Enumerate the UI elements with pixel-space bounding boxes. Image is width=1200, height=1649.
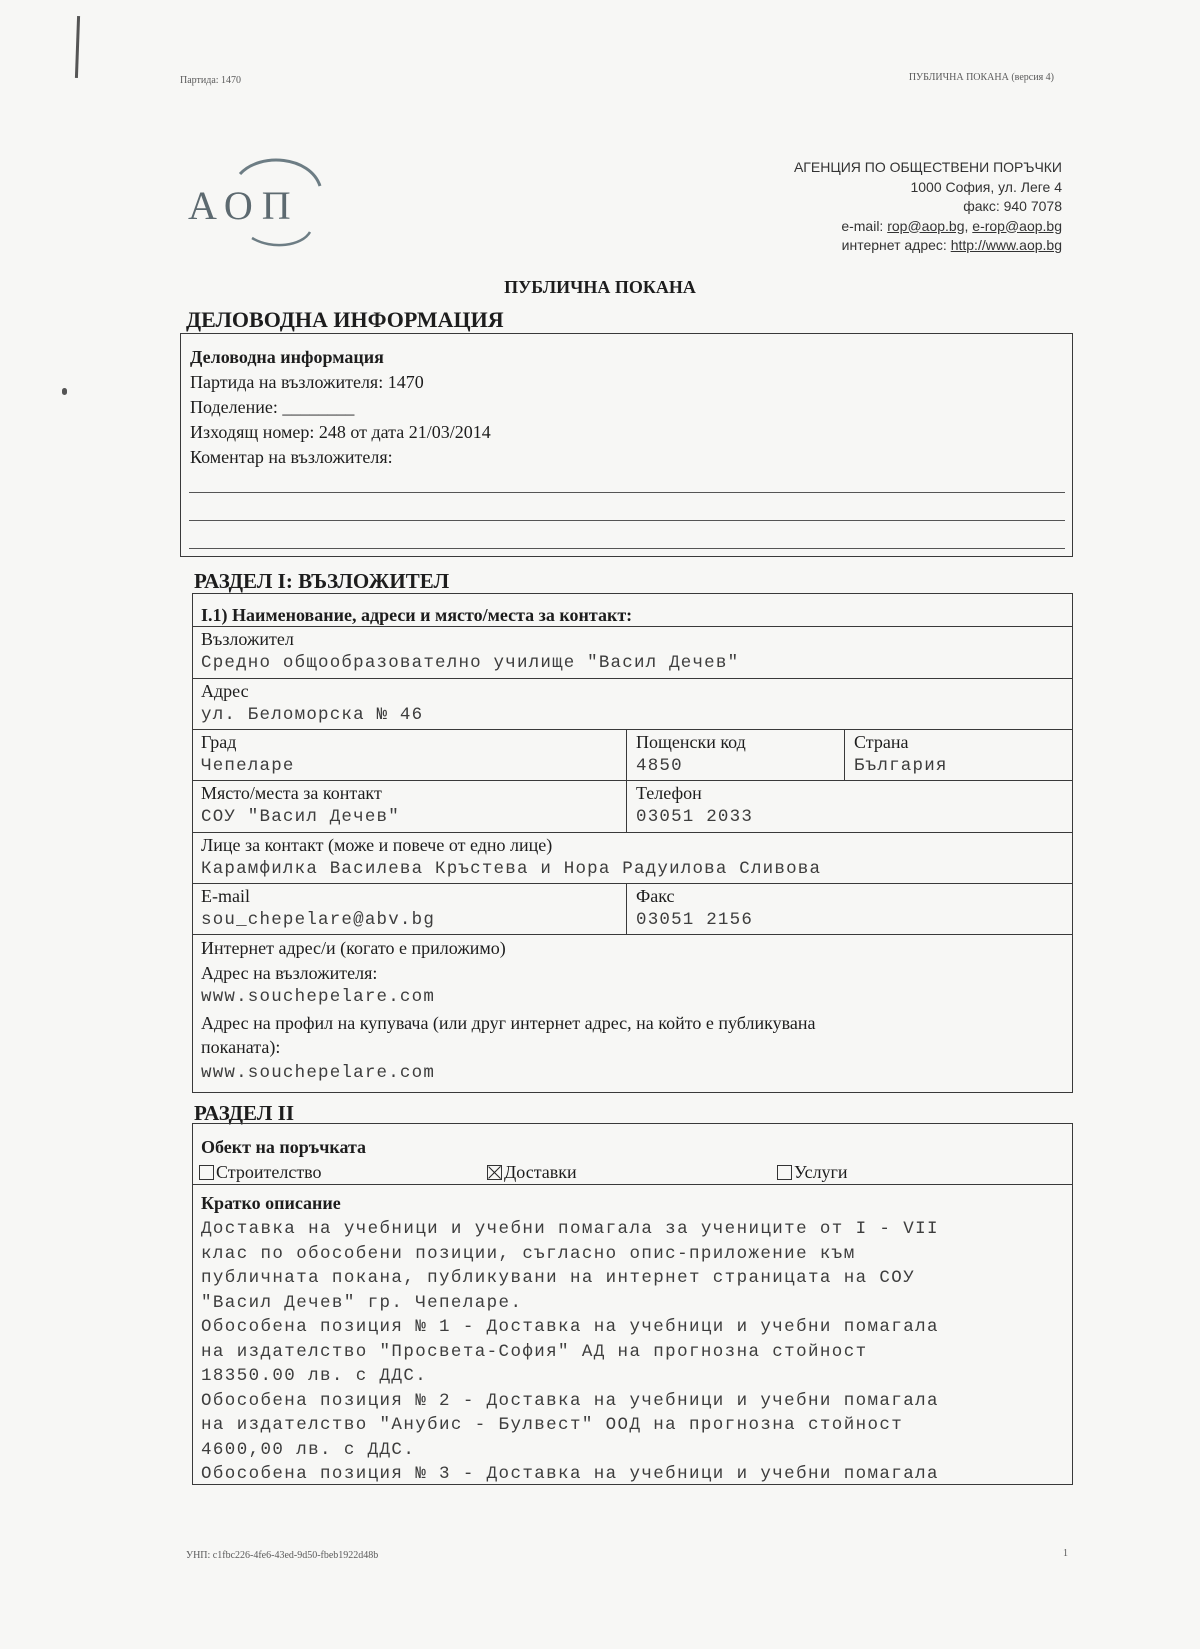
address-label: Адрес bbox=[201, 681, 249, 701]
divider bbox=[193, 729, 1072, 730]
divider bbox=[193, 934, 1072, 935]
profile-value[interactable]: www.souchepelare.com bbox=[201, 1063, 436, 1083]
country-value: България bbox=[854, 756, 948, 776]
section1-box bbox=[192, 593, 1073, 1093]
agency-web-row bbox=[794, 236, 1062, 256]
agency-fax: факс: 940 7078 bbox=[963, 198, 1062, 214]
option-services-label: Услуги bbox=[794, 1162, 848, 1182]
email-value[interactable]: sou_chepelare@abv.bg bbox=[201, 910, 436, 930]
divider bbox=[626, 729, 627, 780]
option-construction-label: Строителство bbox=[216, 1162, 322, 1182]
fax-label: Факс bbox=[636, 886, 675, 906]
divider bbox=[193, 832, 1072, 833]
business-info-box bbox=[180, 333, 1073, 557]
description-line: публичната покана, публикувани на интернет страницата на СОУ bbox=[201, 1268, 916, 1288]
postcode-value: 4850 bbox=[636, 756, 683, 776]
email-label: E-mail bbox=[201, 886, 250, 906]
internet-label: Интернет адрес/и (когато е приложимо) bbox=[201, 938, 506, 958]
agency-erop-email-link[interactable]: e-rop@aop.bg bbox=[972, 217, 1062, 234]
scan-mark bbox=[62, 388, 67, 395]
profile-label-cont: поканата): bbox=[201, 1037, 281, 1057]
business-info-heading: ДЕЛОВОДНА ИНФОРМАЦИЯ bbox=[186, 307, 504, 332]
description-line: Доставка на учебници и учебни помагала за учениците от I - VII bbox=[201, 1219, 939, 1239]
divider bbox=[844, 729, 845, 780]
divider bbox=[193, 1184, 1072, 1185]
description-line: на издателство "Просвета-София" АД на прогнозна стойност bbox=[201, 1341, 868, 1362]
agency-email-separator: , bbox=[964, 217, 969, 234]
logo-text: АОП bbox=[188, 183, 300, 228]
footer-unp: УНП: c1fbc226-4fe6-43ed-9d50-fbeb1922d48b bbox=[186, 1550, 379, 1561]
header-batch: Партида: 1470 bbox=[180, 75, 242, 86]
divider bbox=[626, 780, 627, 832]
checkbox-services[interactable] bbox=[777, 1165, 792, 1180]
option-services[interactable] bbox=[777, 1161, 848, 1183]
agency-email-row bbox=[794, 217, 1062, 237]
contracting-web-value[interactable]: www.souchepelare.com bbox=[201, 987, 436, 1007]
section1-heading: РАЗДЕЛ I: ВЪЗЛОЖИТЕЛ bbox=[194, 569, 450, 593]
agency-email-link[interactable]: rop@aop.bg bbox=[887, 217, 965, 234]
section1-subtitle: I.1) Наименование, адреси и място/места за контакт: bbox=[201, 605, 633, 625]
description-line: Обособена позиция № 1 - Доставка на учебници и учебни помагала bbox=[201, 1317, 939, 1337]
contact-persons-value: Карамфилка Василева Кръстева и Нора Радуилова Сливова bbox=[201, 859, 822, 879]
description-label: Кратко описание bbox=[201, 1193, 341, 1213]
section2-box bbox=[192, 1123, 1073, 1485]
comment-line bbox=[189, 492, 1065, 493]
comment-line bbox=[189, 520, 1065, 521]
description-line: "Васил Дечев" гр. Чепеларе. bbox=[201, 1292, 523, 1313]
address-value: ул. Беломорска № 46 bbox=[201, 705, 424, 725]
section2-heading: РАЗДЕЛ II bbox=[194, 1101, 295, 1125]
fax-value: 03051 2156 bbox=[636, 910, 754, 930]
phone-value: 03051 2033 bbox=[636, 807, 754, 827]
page-title: ПУБЛИЧНА ПОКАНА bbox=[504, 277, 696, 297]
description-text bbox=[201, 1217, 939, 1487]
agency-name: АГЕНЦИЯ ПО ОБЩЕСТВЕНИ ПОРЪЧКИ bbox=[793, 159, 1062, 175]
scan-mark bbox=[75, 16, 80, 78]
country-label: Страна bbox=[854, 732, 909, 752]
contracting-value: Средно общообразователно училище "Васил Дечев" bbox=[201, 653, 740, 673]
contact-place-value: СОУ "Васил Дечев" bbox=[201, 807, 400, 827]
page-number: 1 bbox=[1063, 1548, 1068, 1559]
business-info-batch: Партида на възложителя: 1470 bbox=[190, 372, 424, 392]
option-construction[interactable] bbox=[199, 1161, 322, 1183]
option-supplies-label: Доставки bbox=[504, 1162, 577, 1182]
agency-web-link[interactable]: http://www.aop.bg bbox=[950, 237, 1062, 253]
city-value: Чепеларе bbox=[201, 756, 295, 776]
description-line: Обособена позиция № 3 - Доставка на учебници и учебни помагала bbox=[201, 1464, 939, 1484]
business-info-outgoing: Изходящ номер: 248 от дата 21/03/2014 bbox=[190, 422, 491, 442]
city-label: Град bbox=[201, 732, 237, 752]
divider bbox=[193, 678, 1072, 679]
comment-line bbox=[189, 548, 1065, 549]
divider bbox=[193, 626, 1072, 627]
phone-label: Телефон bbox=[636, 783, 702, 803]
agency-block bbox=[794, 158, 1062, 256]
divider bbox=[626, 883, 627, 934]
divider bbox=[193, 780, 1072, 781]
business-info-division: Поделение: ________ bbox=[190, 397, 355, 417]
description-line: на издателство "Анубис - Булвест" ООД на прогнозна стойност bbox=[201, 1415, 904, 1435]
contact-place-label: Място/места за контакт bbox=[201, 783, 382, 803]
profile-label: Адрес на профил на купувача (или друг интернет адрес, на който е публикувана bbox=[201, 1013, 816, 1033]
description-line: Обособена позиция № 2 - Доставка на учебници и учебни помагала bbox=[201, 1390, 939, 1411]
description-line: клас по обособени позиции, съгласно опис-приложение към bbox=[201, 1243, 856, 1264]
postcode-label: Пощенски код bbox=[636, 732, 746, 752]
description-line: 4600,00 лв. с ДДС. bbox=[201, 1439, 416, 1460]
agency-email-label: e-mail: bbox=[841, 217, 884, 234]
option-supplies[interactable] bbox=[487, 1161, 577, 1183]
business-info-box-title: Деловодна информация bbox=[190, 347, 384, 367]
contracting-label: Възложител bbox=[201, 629, 294, 649]
divider bbox=[193, 883, 1072, 884]
contact-persons-label: Лице за контакт (може и повече от едно лице) bbox=[201, 835, 553, 855]
header-doc-type: ПУБЛИЧНА ПОКАНА (версия 4) bbox=[908, 72, 1054, 83]
business-info-comment-label: Коментар на възложителя: bbox=[190, 447, 393, 467]
contracting-web-label: Адрес на възложителя: bbox=[201, 963, 378, 983]
description-line: 18350.00 лв. с ДДС. bbox=[201, 1366, 428, 1386]
object-label: Обект на поръчката bbox=[201, 1137, 367, 1157]
checkbox-supplies-checked[interactable] bbox=[487, 1165, 502, 1180]
checkbox-construction[interactable] bbox=[199, 1165, 214, 1180]
agency-web-label: интернет адрес: bbox=[841, 237, 947, 253]
agency-address: 1000 София, ул. Леге 4 bbox=[910, 178, 1062, 195]
